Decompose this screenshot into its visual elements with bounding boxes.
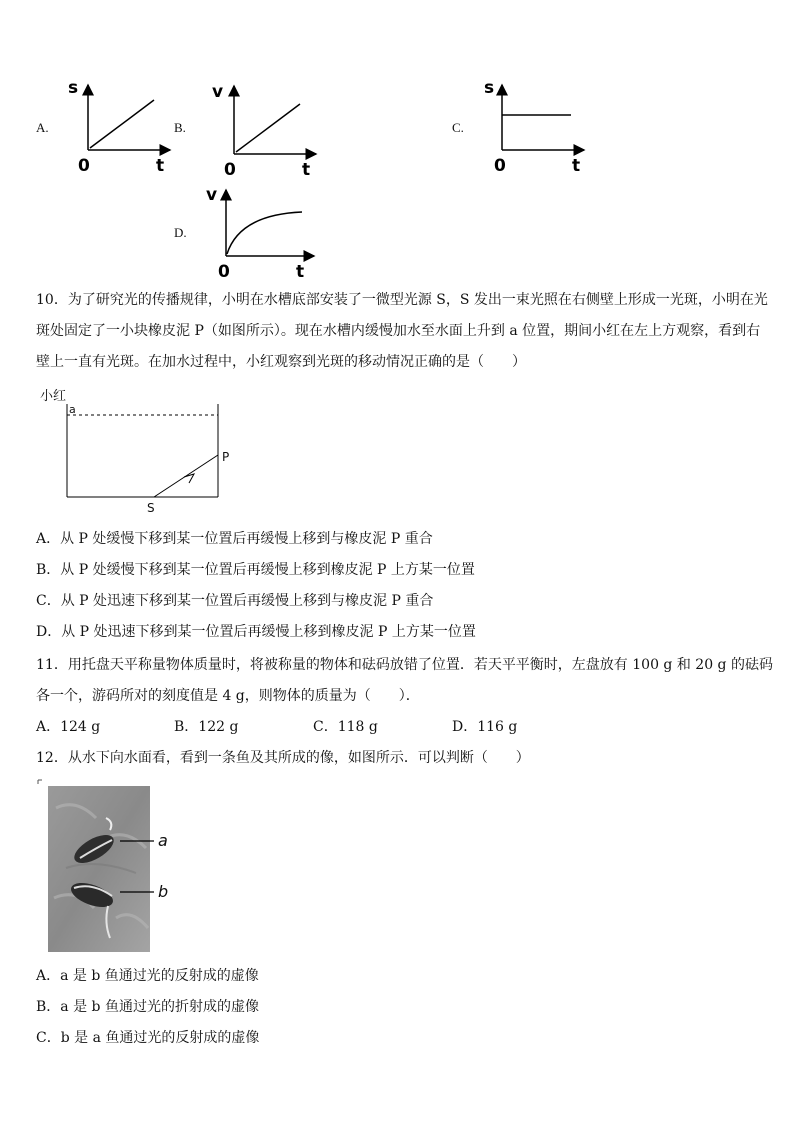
y-axis-label: v <box>212 82 224 102</box>
q10-text-line1: 10．为了研究光的传播规律，小明在水槽底部安装了一微型光源 S，S 发出一束光照在右侧壁上形成一光斑，小明在光 <box>36 292 768 308</box>
graph-c-s-t-constant <box>482 75 592 175</box>
clay-label: P <box>222 450 230 464</box>
option-a-label: A. <box>36 120 49 135</box>
y-axis-label: s <box>68 78 79 98</box>
q12-option-c: C．b 是 a 鱼通过光的反射成的虚像 <box>36 1030 260 1046</box>
water-level-label: a <box>69 403 76 416</box>
q10-option-b: B．从 P 处缓慢下移到某一位置后再缓慢上移到橡皮泥 P 上方某一位置 <box>36 562 475 578</box>
observer-label: 小红 <box>40 389 67 404</box>
q11-text-line2: 各一个，游码所对的刻度值是 4 g，则物体的质量为（ ）． <box>36 688 420 704</box>
origin-label: 0 <box>224 160 236 180</box>
y-axis-label: s <box>484 78 495 98</box>
option-c-label: C. <box>452 120 464 135</box>
q12-option-b: B．a 是 b 鱼通过光的折射成的虚像 <box>36 999 259 1015</box>
fish-a-label: a <box>158 831 168 850</box>
q11-option-a: A．124 g <box>36 719 101 735</box>
q10-text-line3: 壁上一直有光斑。在加水过程中，小红观察到光斑的移动情况正确的是（ ） <box>36 354 526 370</box>
x-axis-label: t <box>296 262 305 282</box>
graph-b-v-t-linear <box>212 78 322 182</box>
light-source-label: S <box>147 501 155 515</box>
origin-label: 0 <box>78 156 90 175</box>
q10-option-c: C．从 P 处迅速下移到某一位置后再缓慢上移到与橡皮泥 P 重合 <box>36 593 434 609</box>
graph-a-s-t-linear <box>68 75 178 175</box>
origin-label: 0 <box>218 262 230 282</box>
q11-option-c: C．118 g <box>313 719 378 735</box>
q11-text-line1: 11．用托盘天平称量物体质量时，将被称量的物体和砝码放错了位置．若天平平衡时，左盘放有 100 g 和 20 g 的砝码 <box>36 657 773 673</box>
q10-option-a: A．从 P 处缓慢下移到某一位置后再缓慢上移到与橡皮泥 P 重合 <box>36 531 433 547</box>
q12-option-a: A．a 是 b 鱼通过光的反射成的虚像 <box>36 968 259 984</box>
q12-fish-photo <box>36 778 186 954</box>
option-b-label: B. <box>174 120 186 135</box>
origin-label: 0 <box>494 156 506 175</box>
q10-option-d: D．从 P 处迅速下移到某一位置后再缓慢上移到橡皮泥 P 上方某一位置 <box>36 624 476 640</box>
x-axis-label: t <box>302 160 311 180</box>
q10-water-tank-figure <box>36 384 246 516</box>
x-axis-label: t <box>572 156 581 175</box>
q10-text-line2: 斑处固定了一小块橡皮泥 P（如图所示）。现在水槽内缓慢加水至水面上升到 a 位置，期间小红在左上方观察，看到右 <box>36 323 761 339</box>
option-d-label: D. <box>174 225 187 240</box>
x-axis-label: t <box>156 156 165 175</box>
fish-b-label: b <box>158 882 169 901</box>
ray-arrow-icon <box>184 474 194 483</box>
y-axis-label: v <box>206 185 218 205</box>
graph-d-v-t-curve <box>204 182 320 282</box>
q12-text-line1: 12．从水下向水面看，看到一条鱼及其所成的像，如图所示．可以判断（ ） <box>36 750 530 766</box>
q11-option-d: D．116 g <box>452 719 518 735</box>
q11-option-b: B．122 g <box>174 719 239 735</box>
